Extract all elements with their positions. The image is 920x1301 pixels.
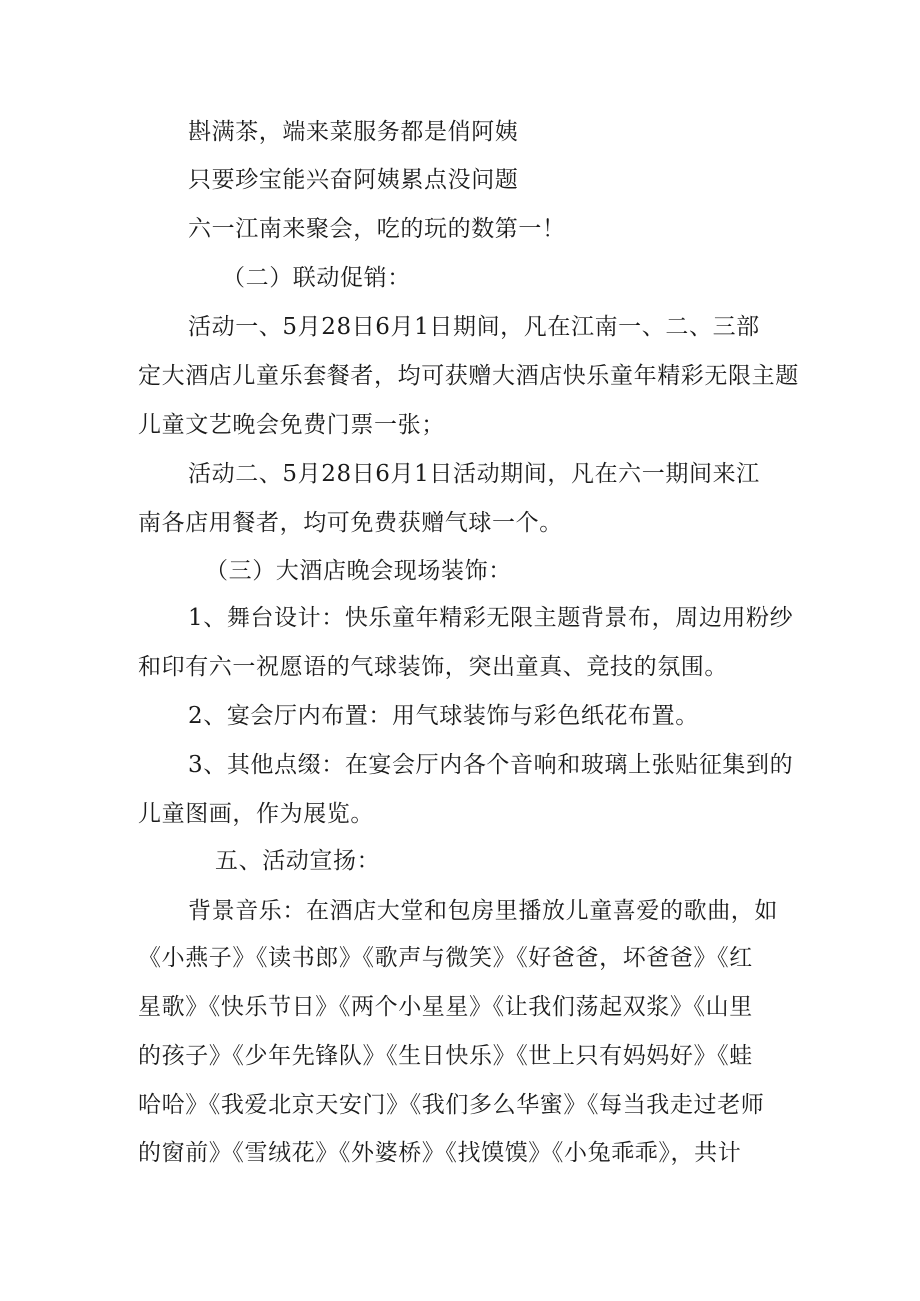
text-line: 六一江南来聚会，吃的玩的数第一！ [188,216,566,242]
section-heading: 五、活动宣扬： [215,848,381,874]
text-line: 儿童图画，作为展览。 [138,801,374,827]
text-line: 的窗前》《雪绒花》《外婆桥》《找馍馍》《小兔乖乖》，共计 [138,1140,742,1166]
text-line: 《小燕子》《读书郎》《歌声与微笑》《好爸爸，坏爸爸》《红 [138,945,753,971]
text-line: 哈哈》《我爱北京天安门》《我们多么华蜜》《每当我走过老师 [138,1092,765,1118]
text-line: 儿童文艺晚会免费门票一张； [138,412,445,438]
text-line: 活动二、5月28日6月1日活动期间，凡在六一期间来江 [188,461,760,487]
text-line [0,1182,920,1222]
text-line: 的孩子》《少年先锋队》《生日快乐》《世上只有妈妈好》《蛙 [138,1043,753,1069]
text-line: 1、舞台设计：快乐童年精彩无限主题背景布，周边用粉纱 [188,605,794,631]
section-heading: （二）联动促销： [222,265,411,291]
section-heading: （三）大酒店晚会现场装饰： [205,558,512,584]
text-line: 星歌》《快乐节日》《两个小星星》《让我们荡起双浆》《山里 [138,994,753,1020]
text-line: 定大酒店儿童乐套餐者，均可获赠大酒店快乐童年精彩无限主题 [138,363,799,389]
text-line: 和印有六一祝愿语的气球装饰，突出童真、竞技的氛围。 [138,654,728,680]
text-line: 斟满茶，端来菜服务都是俏阿姨 [188,119,519,145]
text-line: 2、宴会厅内布置：用气球装饰与彩色纸花布置。 [188,703,699,729]
text-line: 3、其他点缀：在宴会厅内各个音响和玻璃上张贴征集到的 [188,752,794,778]
text-line: 南各店用餐者，均可免费获赠气球一个。 [138,510,563,536]
text-line: 活动一、5月28日6月1日期间，凡在江南一、二、三部 [188,314,760,340]
text-line: 背景音乐：在酒店大堂和包房里播放儿童喜爱的歌曲，如 [188,898,778,924]
text-line: 只要珍宝能兴奋阿姨累点没问题 [188,167,519,193]
